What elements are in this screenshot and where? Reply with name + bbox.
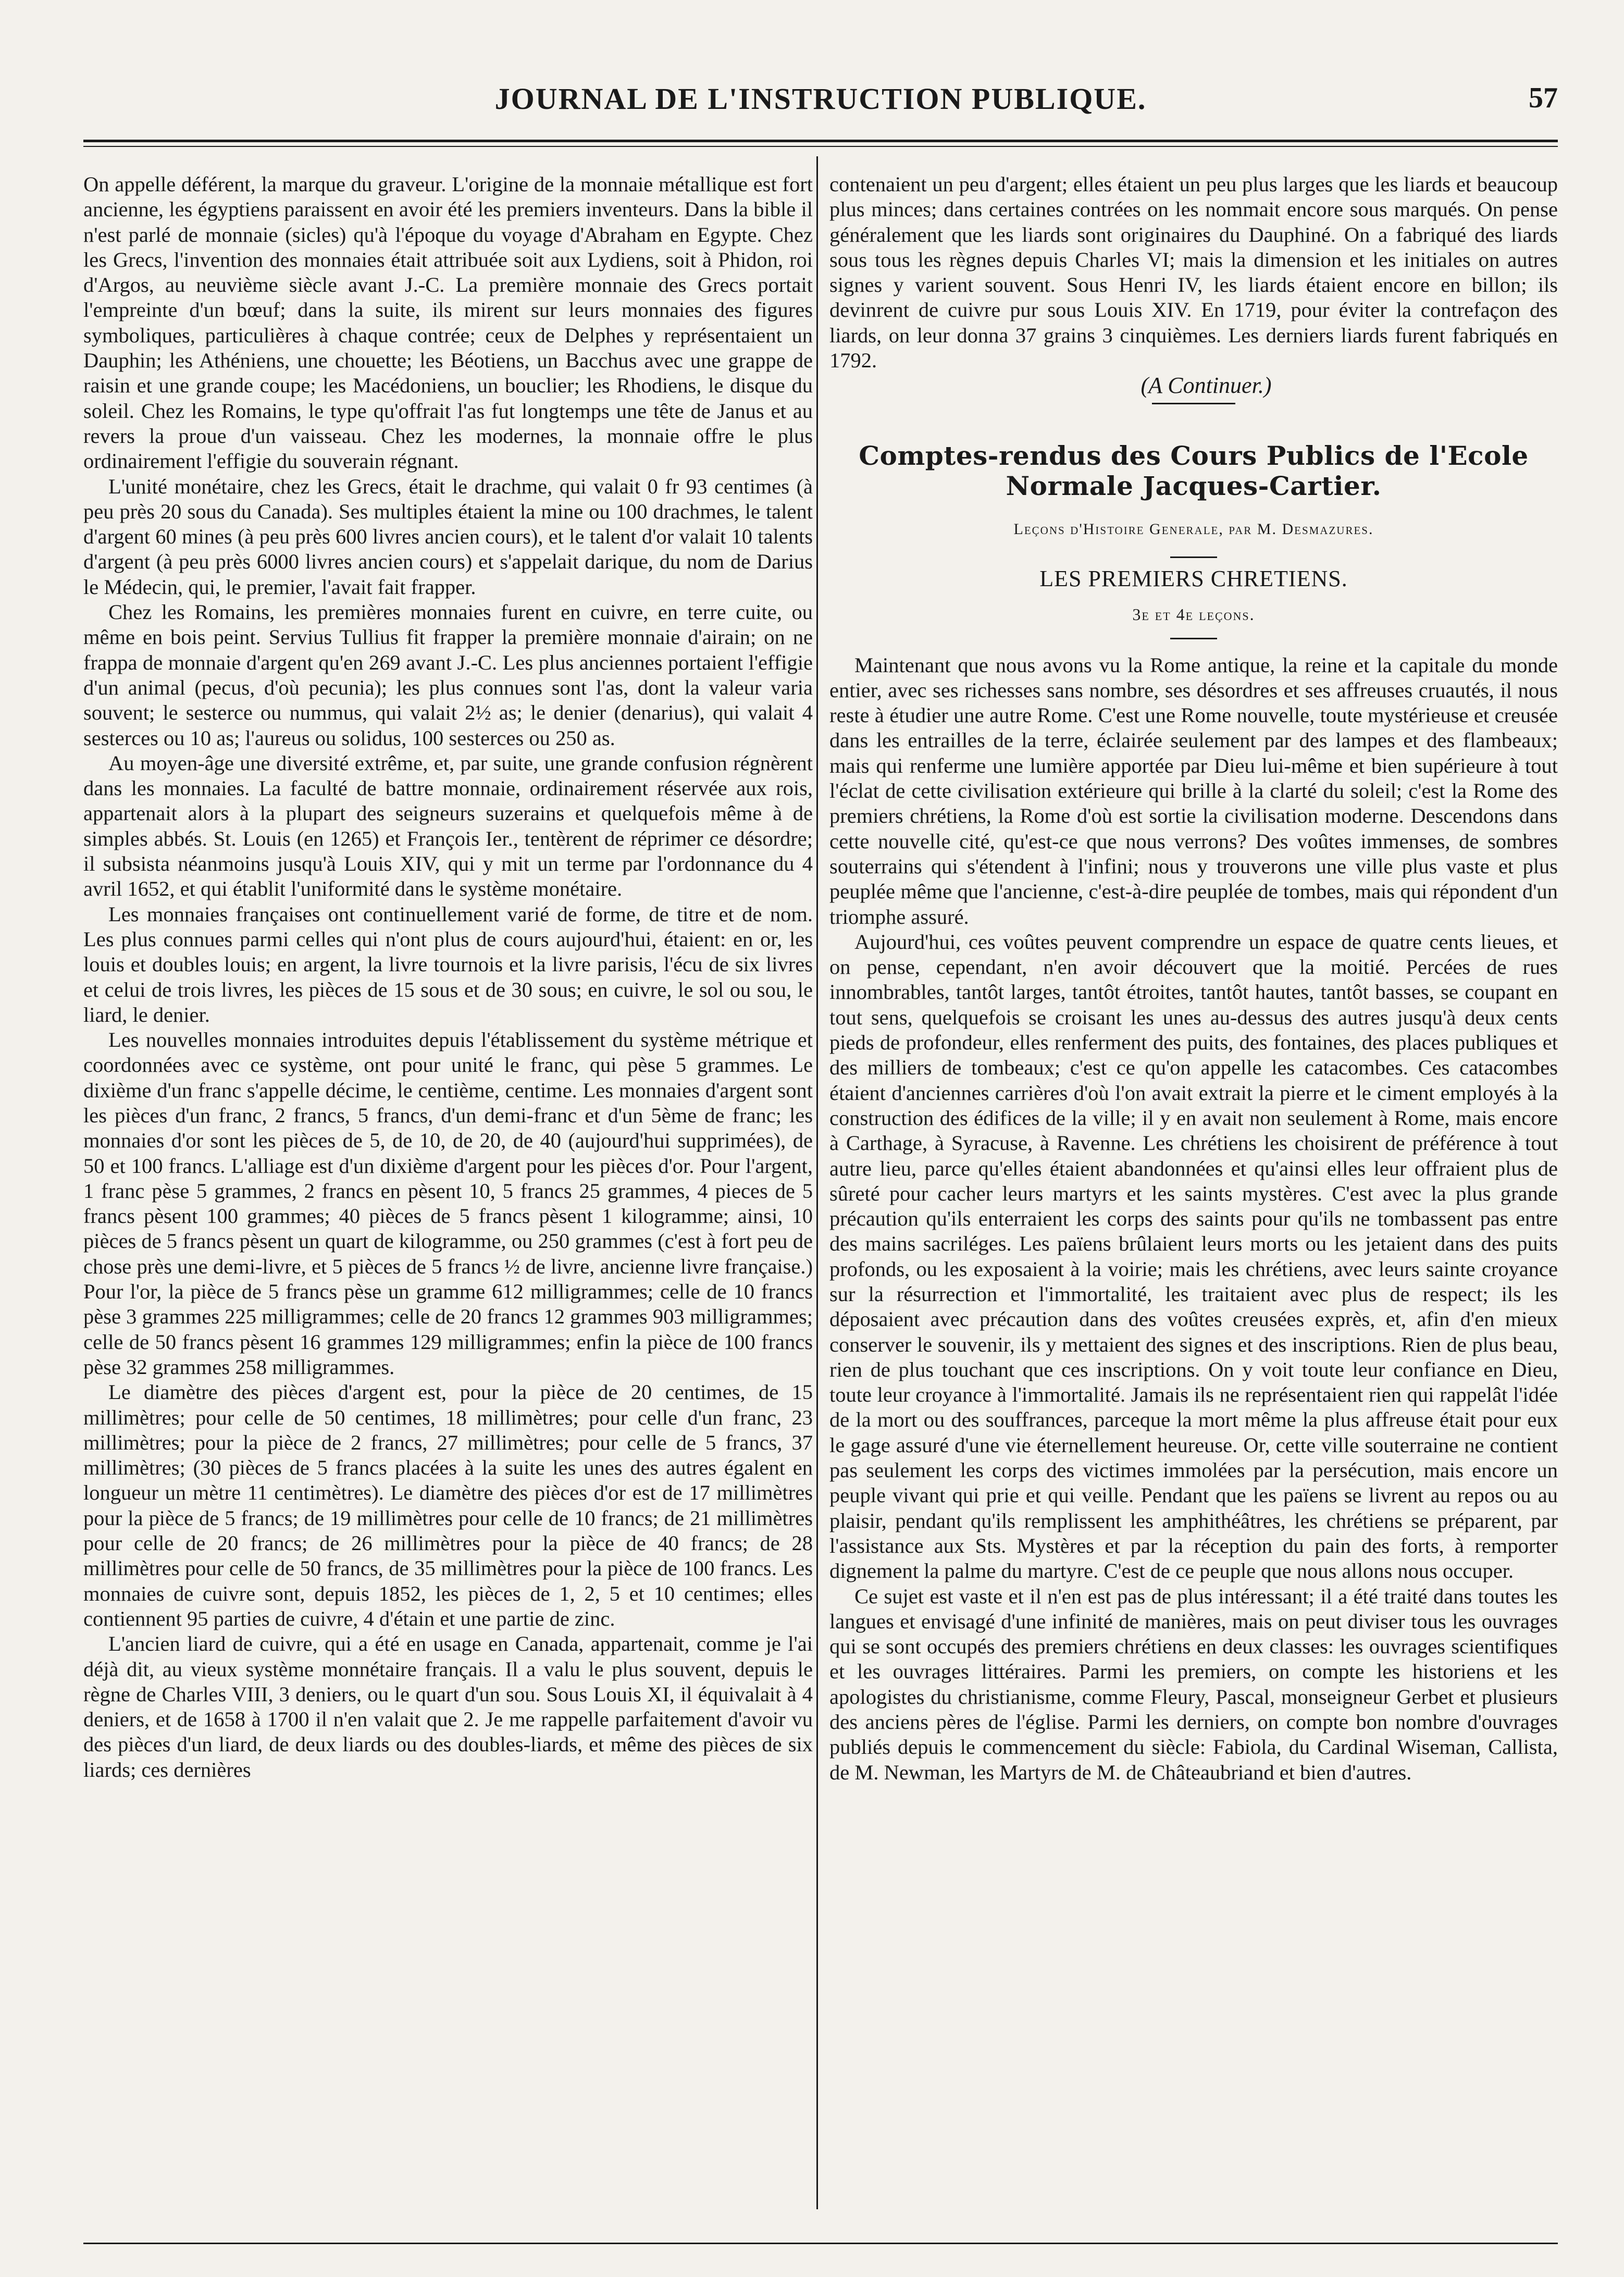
paragraph: Au moyen-âge une diversité extrême, et, par suite, une grande confusion régnèrent dans les monnaies. La faculté de battre monnaie, ordinairement réservée aux rois, appartenait alors à la plupart des seigneurs suzerains et quelquefois même à de simples abbés. St. Louis (en 1265) et François Ier., tentèrent de réprimer ce désordre; il subsista néanmoins jusqu'à Louis XIV, qui y mit un terme par l'ordonnance du 4 avril 1652, et qui établit l'uniformité dans le système monétaire.: [83, 751, 813, 901]
paragraph: On appelle déférent, la marque du graveur. L'origine de la monnaie métallique est fort ancienne, les égyptiens paraissent en avoir été les premiers inventeurs. Dans la bible il n'est parlé de monnaie (sicles) qu'à l'époque du voyage d'Abraham en Egypte. Chez les Grecs, l'invention des monnaies était attribuée soit aux Lydiens, soit à Phidon, roi d'Argos, au neuvième siècle avant J.-C. La première monnaie des Grecs portait l'empreinte d'un bœuf; dans la suite, ils mirent sur leurs monnaies des figures symboliques, particulières à chaque contrée; ceux de Delphes y représentaient un Dauphin; les Athéniens, une chouette; les Béotiens, un Bacchus avec une grappe de raisin et une grande coupe; les Macédoniens, un bouclier; les Rhodiens, le disque du soleil. Chez les Romains, le type qu'offrait l'as fut longtemps une tête de Janus et au revers la proue d'un vaisseau. Chez les modernes, la monnaie offre le plus ordinairement l'effigie du souverain régnant.: [83, 172, 813, 473]
paragraph: Maintenant que nous avons vu la Rome antique, la reine et la capitale du monde entier, avec ses richesses sans nombre, ses désordres et ses affreuses cruautés, il nous reste à étudier une autre Rome. C'est une Rome nouvelle, toute mystérieuse et creusée dans les entrailles de la terre, éclairée seulement par des lampes et des flambeaux; mais qui renferme une lumière apportée par Dieu lui-même et bien supérieure à tout l'éclat de cette civilisation extérieure qui brille à la clarté du soleil; c'est la Rome des premiers chrétiens, la Rome d'où est sortie la civilisation moderne. Descendons dans cette nouvelle cité, qu'est-ce que nous verrons? Des voûtes immenses, de sombres souterrains qui s'étendent à l'infini; nous y trouverons une ville plus vaste et plus peuplée même que l'ancienne, c'est-à-dire peuplée de tombes, mais qui répondent d'un triomphe assuré.: [829, 653, 1558, 929]
lessons-subtitle: 3e et 4e leçons.: [1132, 605, 1255, 624]
header-rule-thin: [83, 146, 1558, 147]
paragraph: Le diamètre des pièces d'argent est, pour la pièce de 20 centimes, de 15 millimètres; pour celle de 50 centimes, 18 millimètres; pour celle d'un franc, 23 millimètres; pour la pièce de 2 francs, 27 millimètres; pour celle de 5 francs, 37 millimètres; (30 pièces de 5 francs placées à la suite les unes des autres égalent en longueur un mètre 11 centimètres). Le diamètre des pièces d'or est de 17 millimètres pour la pièce de 5 francs; de 19 millimètres pour celle de 10 francs; de 21 millimètres pour celle de 20 francs; de 26 millimètres pour la pièce de 40 francs; de 28 millimètres pour celle de 50 francs, de 35 millimètres pour la pièce de 100 francs. Les monnaies de cuivre sont, depuis 1852, les pièces de 1, 2, 5 et 10 centimes; elles contiennent 95 parties de cuivre, 4 d'étain et une partie de zinc.: [83, 1380, 813, 1630]
to-be-continued: (A Continuer.): [1140, 373, 1272, 399]
paragraph: Aujourd'hui, ces voûtes peuvent comprendre un espace de quatre cents lieues, et on pense, cependant, n'en avoir découvert que la moitié. Percées de rues innombrables, tantôt larges, tantôt étroites, tantôt hautes, tantôt basses, se coupant en tout sens, quelquefois se croisant les unes au-dessus des autres jusqu'à deux cents pieds de profondeur, elles renferment des puits, des fontaines, des places publiques et des milliers de tombeaux; c'est ce qu'on appelle les catacombes. Ces catacombes étaient d'anciennes carrières d'où l'on avait extrait la pierre et le ciment employés à la construction des édifices de la ville; il y en avait non seulement à Rome, mais encore à Carthage, à Syracuse, à Ravenne. Les chrétiens les choisirent de préférence à tout autre lieu, parce qu'elles étaient abandonnées et qu'ainsi elles leur offraient plus de sûreté pour cacher leurs martyrs et les saints mystères. C'est avec la plus grande précaution qu'ils enterraient les corps des saints pour qu'ils ne tombassent pas entre des mains sacriléges. Les païens brûlaient leurs morts ou les jetaient dans des puits profonds, ou les exposaient à la voirie; mais les chrétiens, avec leurs sainte croyance sur la résurrection et l'immortalité, les traitaient avec plus de respect; ils les déposaient avec précaution dans des voûtes creusées exprès, et, afin d'en mieux conserver le souvenir, ils y mettaient des signes et des inscriptions. Rien de plus beau, rien de plus touchant que ces inscriptions. On y voit toute leur confiance en Dieu, toute leur croyance à l'immortalité. Jamais ils ne représentaient rien qui rappelât l'idée de la mort ou des souffrances, parceque la mort même la plus affreuse était pour eux le gage assuré d'une vie éternellement heureuse. Or, cette ville souterraine ne contient pas seulement les corps des victimes immolées par la persécution, mais encore un peuple vivant qui prie et qui veille. Pendant que les païens se livrent au repos ou au plaisir, pendant qu'ils remplissent les amphithéâtres, les chrétiens se préparent, par l'assistance aux Sts. Mystères et par la réception du pain des forts, à remporter dignement la palme du martyre. C'est de ce peuple que nous allons nous occuper.: [829, 930, 1558, 1583]
header-rule: [83, 140, 1558, 142]
paragraph: L'unité monétaire, chez les Grecs, était le drachme, qui valait 0 fr 93 centimes (à peu près 20 sous du Canada). Ses multiples étaient la mine ou 100 drachmes, le talent d'argent 60 mines (à peu près 600 livres ancien cours), et le talent d'or valait 10 talents d'argent (à peu près 6000 livres ancien cours) et s'appelait darique, du nom de Darius le Médecin, qui, le premier, l'avait fait frapper.: [83, 474, 813, 599]
page-number: 57: [1529, 82, 1558, 114]
column-divider: [816, 156, 818, 2209]
continuation-paragraph: contenaient un peu d'argent; elles étaient un peu plus larges que les liards et beaucoup plus minces; dans certaines contrées on les nommait encore sous marqués. On pense généralement que les liards sont originaires du Dauphiné. On a fabriqué des liards sous tous les règnes depuis Charles VI; mais la dimension et les initiales on autres signes y varient souvent. Sous Henri IV, les liards étaient encore en billon; ils devinrent de cuivre pur sous Louis XIV. En 1719, pour éviter la contrefaçon des liards, on leur donna 37 grains 3 cinquièmes. Les derniers liards furent fabriqués en 1792.: [829, 172, 1558, 373]
journal-title: JOURNAL DE L'INSTRUCTION PUBLIQUE.: [494, 82, 1147, 116]
paragraph: L'ancien liard de cuivre, qui a été en usage en Canada, appartenait, comme je l'ai déjà dit, au vieux système monnétaire français. Il a valu le plus souvent, depuis le règne de Charles VIII, 3 deniers, ou le quart d'un sou. Sous Louis XI, il équivalait à 4 deniers, et de 1658 à 1700 il n'en valait que 2. Je me rappelle parfaitement d'avoir vu des pièces d'un liard, de deux liards ou des doubles-liards, et même des pièces de six liards; ces dernières: [83, 1632, 813, 1781]
right-column: [829, 172, 1558, 1785]
paragraph: Les monnaies françaises ont continuellement varié de forme, de titre et de nom. Les plus connues parmi celles qui n'ont plus de cours aujourd'hui, étaient: en or, les louis et doubles louis; en argent, la livre tournois et la livre parisis, l'écu de six livres et celui de trois livres, les pièces de 15 sous et de 30 sous; en cuivre, le sol ou sou, le liard, le denier.: [83, 902, 813, 1026]
section-heading: Comptes-rendus des Cours Publics de l'Ecole Normale Jacques-Cartier.: [859, 440, 1529, 501]
article-title: LES PREMIERS CHRETIENS.: [1039, 565, 1348, 591]
divider: [1170, 638, 1217, 639]
lesson-byline: Leçons d'Histoire Generale, par M. Desmazures.: [1013, 520, 1374, 538]
left-column: [83, 172, 813, 1783]
page-header: [83, 78, 1558, 120]
paragraph: Ce sujet est vaste et il n'en est pas de plus intéressant; il a été traité dans toutes les langues et envisagé d'une infinité de manières, mais on peut diviser tous les ouvrages qui se sont occupés des premiers chrétiens en deux classes: les ouvrages scientifiques et les ouvrages littéraires. Parmi les premiers, on compte les historiens et les apologistes du christianisme, comme Fleury, Pascal, monseigneur Gerbet et plusieurs des anciens pères de l'église. Parmi les derniers, on compte bon nombre d'ouvrages publiés depuis le commencement du siècle: Fabiola, du Cardinal Wiseman, Callista, de M. Newman, les Martyrs de M. de Châteaubriand et bien d'autres.: [829, 1584, 1558, 1784]
divider: [1170, 556, 1217, 558]
paragraph: Les nouvelles monnaies introduites depuis l'établissement du système métrique et coordonnées avec ce système, ont pour unité le franc, qui pèse 5 grammes. Le dixième d'un franc s'appelle décime, le centième, centime. Les monnaies d'argent sont les pièces d'un franc, 2 francs, 5 francs, d'un demi-franc et d'un 5ème de franc; les monnaies d'or sont les pièces de 5, de 10, de 20, de 40 (aujourd'hui supprimées), de 50 et 100 francs. L'alliage est d'un dixième d'argent pour les pièces d'or. Pour l'argent, 1 franc pèse 5 grammes, 2 francs en pèsent 10, 5 francs 25 grammes, 4 pieces de 5 francs pèsent 100 grammes; 40 pièces de 5 francs pèsent 1 kilogramme; ainsi, 10 pièces de 5 francs pèsent un quart de kilogramme, ou 250 grammes (c'est à fort peu de chose près une demi-livre, et 5 pièces de 5 francs ½ de livre, ancienne livre française.) Pour l'or, la pièce de 5 francs pèse un gramme 612 milligrammes; celle de 10 francs pèse 3 grammes 225 milligrammes; celle de 20 francs 12 grammes 903 milligrammes; celle de 50 francs pèsent 16 grammes 129 milligrammes; enfin la pièce de 100 francs pèse 32 grammes 258 milligrammes.: [83, 1028, 813, 1379]
paragraph: Chez les Romains, les premières monnaies furent en cuivre, en terre cuite, ou même en bois peint. Servius Tullius fit frapper la première monnaie d'airain; on ne frappa de monnaie d'argent qu'en 269 avant J.-C. Les plus anciennes portaient l'effigie d'un animal (pecus, d'où pecunia); les plus connues sont l'as, dont la valeur varia souvent; le sesterce ou nummus, qui valait 2½ as; le denier (denarius), qui valait 4 sesterces ou 10 as; l'aureus ou solidus, 100 sesterces ou 250 as.: [83, 600, 813, 750]
footer-rule: [83, 2243, 1558, 2244]
divider: [1152, 403, 1235, 404]
